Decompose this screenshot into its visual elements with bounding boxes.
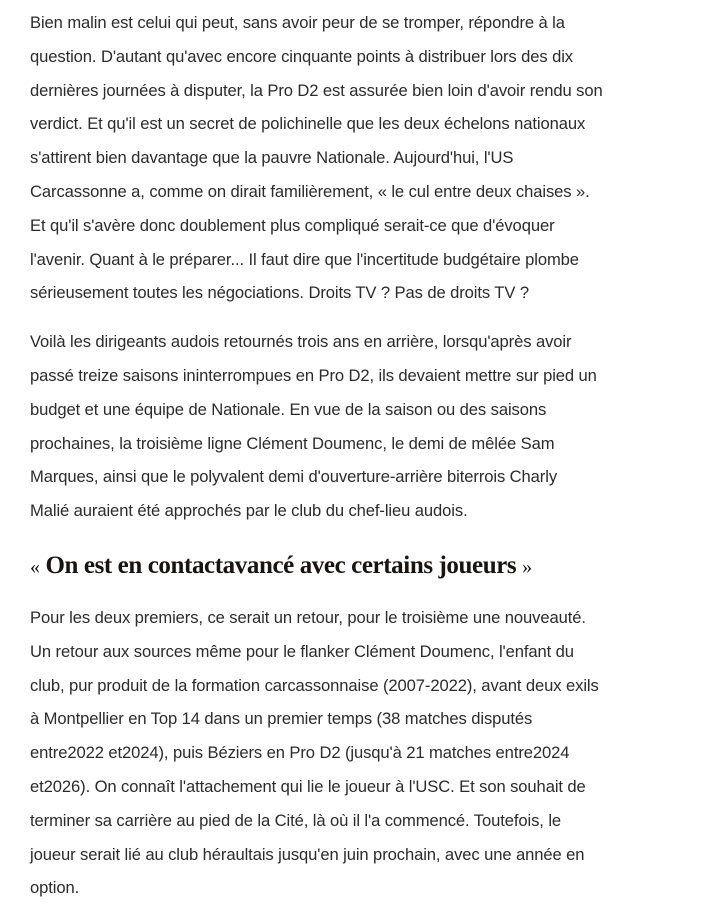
article-paragraph [30,601,675,905]
paragraph-line: club, pur produit de la formation carcassonnaise (2007-2022), avant deux exils [30,675,599,695]
paragraph-line: et2026). On connaît l'attachement qui lie le joueur à l'USC. Et son souhait de [30,776,586,796]
close-quote: » [522,555,532,578]
paragraph-line: Pour les deux premiers, ce serait un retour, pour le troisième une nouveauté. [30,607,586,627]
paragraph-line: Et qu'il s'avère donc doublement plus compliqué serait-ce que d'évoquer [30,215,555,235]
paragraph-line: Bien malin est celui qui peut, sans avoir peur de se tromper, répondre à la [30,13,565,32]
paragraph-line: passé treize saisons ininterrompues en Pro D2, ils devaient mettre sur pied un [30,365,597,385]
paragraph-line: verdict. Et qu'il est un secret de polichinelle que les deux échelons nationaux [30,114,586,134]
paragraph-line: l'avenir. Quant à le préparer... Il faut dire que l'incertitude budgétaire plombe [30,249,579,269]
heading-text: On est en contactavancé avec certains joueurs [45,551,517,579]
paragraph-line: question. D'autant qu'avec encore cinquante points à distribuer lors des dix [30,46,573,66]
open-quote: « [30,555,40,578]
paragraph-line: Marques, ainsi que le polyvalent demi d'ouverture-arrière biterrois Charly [30,467,558,487]
paragraph-line: option. [30,878,80,898]
article-paragraph [30,325,675,528]
paragraph-line: prochaines, la troisième ligne Clément Doumenc, le demi de mêlée Sam [30,433,555,453]
paragraph-line: sérieusement toutes les négociations. Droits TV ? Pas de droits TV ? [30,283,529,303]
paragraph-line: Un retour aux sources même pour le flanker Clément Doumenc, l'enfant du [30,641,574,661]
paragraph-line: dernières journées à disputer, la Pro D2 est assurée bien loin d'avoir rendu son [30,80,603,100]
paragraph-line: Voilà les dirigeants audois retournés trois ans en arrière, lorsqu'après avoir [30,332,572,352]
paragraph-line: joueur serait lié au club héraultais jusqu'en juin prochain, avec une année en [30,844,585,864]
article-paragraph [30,6,675,310]
section-heading [30,550,675,583]
paragraph-line: budget et une équipe de Nationale. En vue de la saison ou des saisons [30,399,547,419]
paragraph-line: terminer sa carrière au pied de la Cité, là où il l'a commencé. Toutefois, le [30,810,562,830]
paragraph-line: s'attirent bien davantage que la pauvre Nationale. Aujourd'hui, l'US [30,148,514,168]
paragraph-line: Carcassonne a, comme on dirait familièrement, « le cul entre deux chaises ». [30,181,590,201]
paragraph-line: à Montpellier en Top 14 dans un premier temps (38 matches disputés [30,709,533,729]
paragraph-line: Malié auraient été approchés par le club du chef-lieu audois. [30,501,468,521]
paragraph-line: entre2022 et2024), puis Béziers en Pro D2 (jusqu'à 21 matches entre2024 [30,743,570,763]
